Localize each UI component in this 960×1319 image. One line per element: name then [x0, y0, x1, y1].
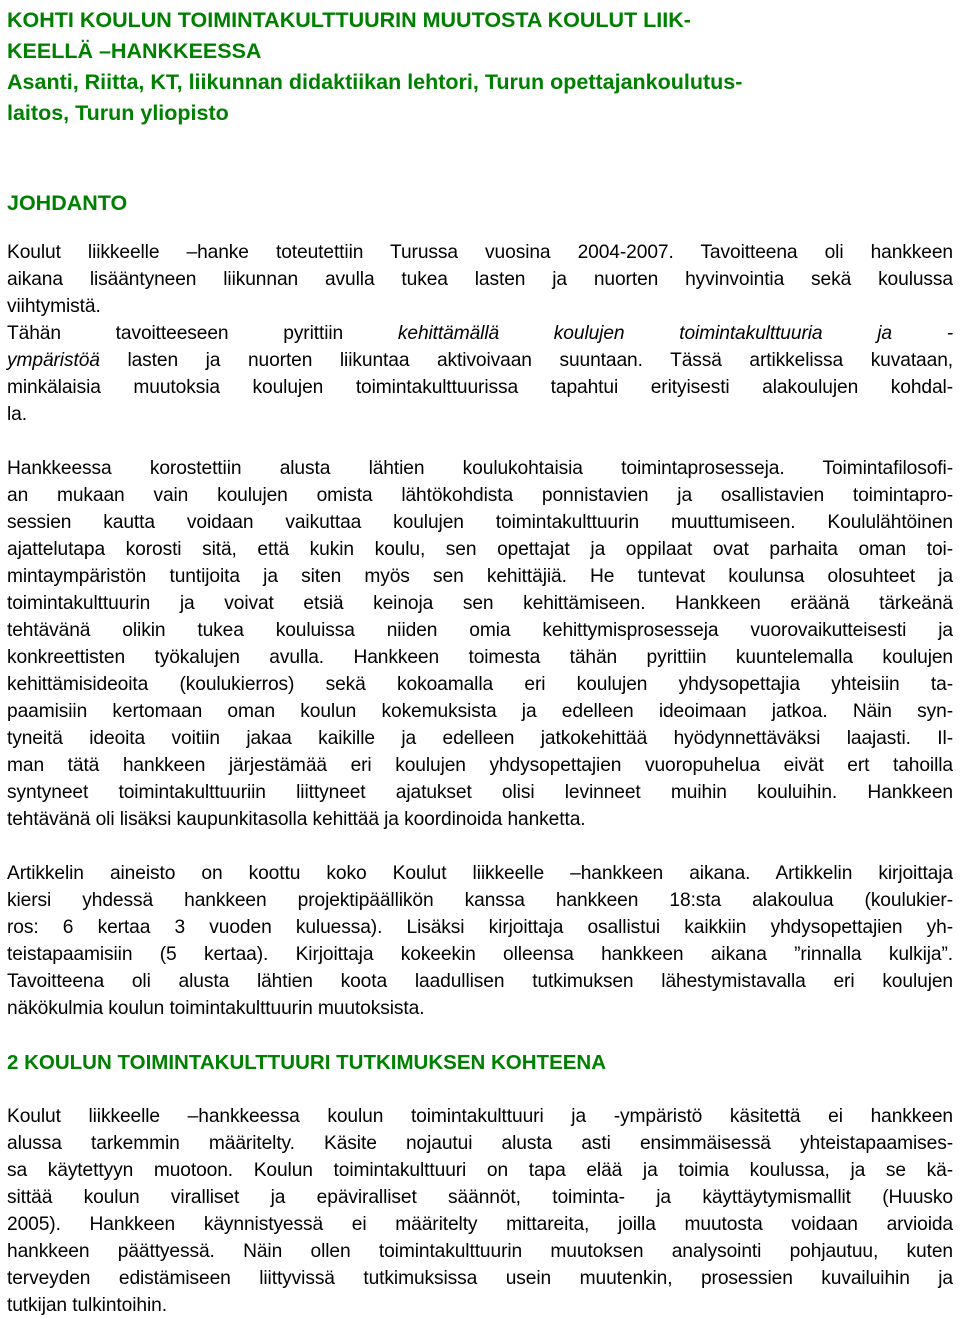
text-line: terveyden edistämiseen liittyvissä tutkimuksissa usein muutenkin, prosessien kuvailuihin ja	[7, 1268, 953, 1289]
text-line: an mukaan vain koulujen omista lähtökohdista ponnistavien ja osallistavien toimintapro-	[7, 485, 953, 506]
title-line: KOHTI KOULUN TOIMINTAKULTTUURIN MUUTOSTA KOULUT LIIK-	[7, 8, 691, 32]
text-line: näkökulmia koulun toimintakulttuurin muutoksista.	[7, 998, 425, 1019]
italic-run: kehittämällä koulujen toimintakulttuuria ja -	[397, 323, 953, 344]
text-line: tehtävänä oli lisäksi kaupunkitasolla kehittää ja koordinoida hanketta.	[7, 809, 586, 830]
text-line: teistapaamisiin (5 kertaa). Kirjoittaja kokeekin olleensa hankkeen aikana ”rinnalla kulkija”.	[7, 944, 953, 965]
text-line: paamisiin kertomaan oman koulun kokemuksista ja edelleen ideoimaan jatkoa. Näin syn-	[7, 701, 953, 722]
text-line: toimintakulttuurin ja voivat etsiä keinoja sen kehittämiseen. Hankkeen eräänä tärkeänä	[7, 593, 953, 614]
text-line: Artikkelin aineisto on koottu koko Koulut liikkeelle –hankkeen aikana. Artikkelin kirjoittaja	[7, 863, 953, 884]
text-line: aikana lisääntyneen liikunnan avulla tukea lasten ja nuorten hyvinvointia sekä koulussa	[7, 269, 953, 290]
intro-paragraph-3	[7, 860, 953, 1022]
text-line: viihtymistä.	[7, 296, 101, 317]
text-line: kiersi yhdessä hankkeen projektipäällikön kanssa hankkeen 18:sta alakoulua (koulukier-	[7, 890, 953, 911]
text-run: lasten ja nuorten liikuntaa aktivoivaan suuntaan. Tässä artikkelissa kuvataan,	[127, 350, 953, 371]
text-line: konkreettisten työkalujen avulla. Hankkeen toimesta tähän pyrittiin kuuntelemalla koulujen	[7, 647, 953, 668]
author-line: laitos, Turun yliopisto	[7, 101, 229, 125]
text-line: hankkeen päättyessä. Näin ollen toimintakulttuurin muutoksen analysointi pohjautuu, kuten	[7, 1241, 953, 1262]
text-line: man tätä hankkeen järjestämää eri koulujen yhdysopettajien vuoropuhelua eivät ert tahoilla	[7, 755, 953, 776]
text-line: sa käytettyyn muotoon. Koulun toimintakulttuuri on tapa elää ja toimia koulussa, ja se kä-	[7, 1160, 953, 1181]
text-line	[7, 347, 953, 374]
text-line: Tavoitteena oli alusta lähtien koota laadullisen tutkimuksen lähestymistavalla eri koulujen	[7, 971, 953, 992]
text-line: Koulut liikkeelle –hankkeessa koulun toimintakulttuuri ja -ympäristö käsitettä ei hankkeen	[7, 1106, 953, 1127]
text-line: mintaympäristön tuntijoita ja siten myös sen kehittäjiä. He tuntevat koulunsa olosuhteet ja	[7, 566, 953, 587]
text-line: alussa tarkemmin määritelty. Käsite nojautui alusta asti ensimmäisessä yhteistapaamises-	[7, 1133, 953, 1154]
text-line: ajattelutapa korosti sitä, että kukin koulu, sen opettajat ja oppilaat ovat parhaita oman toi-	[7, 539, 953, 560]
text-line: tehtävänä olikin tukea kouluissa niiden omia kehittymisprosesseja vuorovaikutteisesti ja	[7, 620, 953, 641]
intro-paragraph-2	[7, 455, 953, 833]
text-line: Koulut liikkeelle –hanke toteutettiin Turussa vuosina 2004-2007. Tavoitteena oli hankkeen	[7, 242, 953, 263]
text-line: sessien kautta voidaan vaikuttaa koulujen toimintakulttuurin muuttumiseen. Koululähtöinen	[7, 512, 953, 533]
text-line: syntyneet toimintakulttuuriin liittyneet ajatukset olisi levinneet muihin kouluihin. Hankkeen	[7, 782, 953, 803]
text-line: la.	[7, 404, 27, 425]
intro-paragraph-1	[7, 239, 953, 428]
text-line: Hankkeessa korostettiin alusta lähtien koulukohtaisia toimintaprosesseja. Toimintafilosofi-	[7, 458, 953, 479]
text-run: Tähän tavoitteeseen pyrittiin	[7, 323, 344, 344]
text-line: tutkijan tulkintoihin.	[7, 1295, 167, 1316]
text-line: kehittämisideoita (koulukierros) sekä kokoamalla eri koulujen yhdysopettajia yhteisiin ta-	[7, 674, 953, 695]
text-line	[7, 320, 953, 347]
text-line: sittää koulun viralliset ja epäviralliset säännöt, toiminta- ja käyttäytymismallit (Huusko	[7, 1187, 953, 1208]
text-line: tyneitä ideoita voitiin jakaa kaikille ja edelleen jatkokehittää hyödynnettäväksi laajasti. Il-	[7, 728, 953, 749]
section-heading-2: 2 KOULUN TOIMINTAKULTTUURI TUTKIMUKSEN KOHTEENA	[7, 1051, 607, 1074]
italic-run: ympäristöä	[7, 350, 100, 371]
author-line: Asanti, Riitta, KT, liikunnan didaktiikan lehtori, Turun opettajankoulutus-	[7, 70, 743, 94]
text-line: minkälaisia muutoksia koulujen toimintakulttuurissa tapahtui erityisesti alakoulujen kohdal-	[7, 377, 953, 398]
text-line: 2005). Hankkeen käynnistyessä ei määritelty mittareita, joilla muutosta voidaan arvioida	[7, 1214, 953, 1235]
title-line: KEELLÄ –HANKKEESSA	[7, 39, 262, 63]
text-line: ros: 6 kertaa 3 vuoden kuluessa). Lisäksi kirjoittaja osallistui kaikkiin yhdysopettajien yh-	[7, 917, 953, 938]
section2-paragraph-1	[7, 1103, 953, 1319]
section-heading-intro: JOHDANTO	[7, 191, 128, 215]
article-title	[7, 5, 953, 129]
